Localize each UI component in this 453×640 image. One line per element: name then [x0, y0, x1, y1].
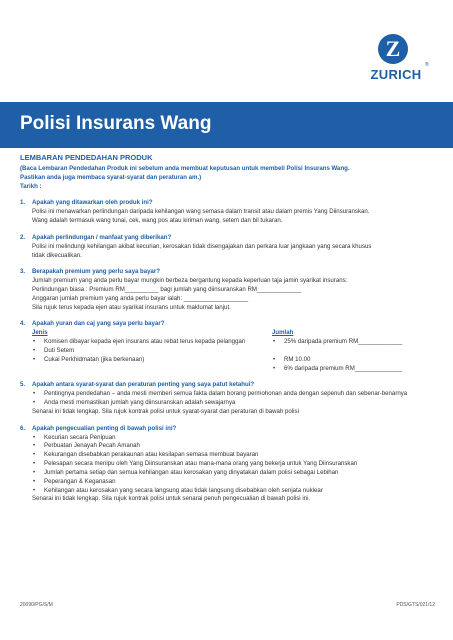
section-text: Polisi ini melindungi kehilangan akibat kecurian, kerosakan tidak disengajakan dan perkara luar jangkaan yang secara khusus	[32, 242, 372, 250]
intro-line-1: (Baca Lembaran Pendedahan Produk ini sebelum anda membuat keputusan untuk membeli Polisi Insurans Wang.	[20, 164, 350, 172]
exclusion-item: • Kehilangan atau kerosakan yang secara langsung atau tidak langsung disebabkan oleh senjata nuklear	[32, 487, 435, 496]
section-text: Wang adalah termasuk wang tunai, cek, wang pos atau kiriman wang, setem dan bil tukaran.	[32, 217, 283, 225]
exclusion-item: • Kekurangan disebabkan perakaunan atau kesilapan semasa membuat bayaran	[32, 451, 435, 460]
section-6	[20, 425, 435, 504]
section-number: 2.	[20, 233, 26, 241]
document-body	[20, 153, 435, 504]
premium-line: Perlindungan biasa : Premium RM__________ bagi jumlah yang diinsuranskan RM_____________	[32, 285, 301, 293]
section-note: Senarai ini tidak lengkap. Sila rujuk kontrak polisi untuk senarai penuh pengecualian di bawah polisi ini.	[32, 495, 311, 503]
exclusion-item: • Kecurian secara Penipuan	[32, 434, 435, 443]
section-heading	[20, 320, 435, 329]
amount-column-header: Jumlah	[272, 329, 294, 337]
fee-item: • Komisen dibayar kepada ejen insurans atau rebat terus kepada pelanggan	[32, 338, 272, 347]
section-title: Apakah yang ditawarkan oleh produk ini?	[32, 199, 153, 207]
section-title: Apakah pengecualian penting di bawah polisi ini?	[32, 424, 177, 432]
type-column-header: Jenis	[32, 329, 48, 337]
section-number: 1.	[20, 199, 26, 207]
section-heading	[20, 381, 435, 390]
date-label: Tarikh :	[20, 182, 42, 190]
section-1	[20, 199, 435, 225]
section-number: 4.	[20, 320, 26, 328]
footer-code-left: 20090/PG/S/M	[20, 602, 53, 608]
page-title: Polisi Insurans Wang	[20, 113, 212, 134]
section-title: Berapakah premium yang perlu saya bayar?	[32, 268, 161, 276]
intro-line-2: Pastikan anda juga membaca syarat-syarat dan peraturan am.)	[20, 173, 202, 181]
section-text: Polisi ini menawarkan perlindungan daripada kehilangan wang semasa dalam transit atau dalam premis Yang Diinsuranskan.	[32, 208, 370, 216]
footer-code-right: PDS/GTS/021/12	[396, 602, 435, 608]
condition-item: • Pentingnya pendedahan – anda mesti memberi semua fakta dalam borang permohonan anda dengan sepenuh dan sebenar-benarnya	[32, 390, 435, 399]
section-title: Apakah antara syarat-syarat dan peraturan penting yang saya patut ketahui?	[32, 381, 255, 389]
fee-amount: • 25% daripada premium RM_____________	[272, 338, 435, 347]
section-2	[20, 234, 435, 260]
section-number: 5.	[20, 381, 26, 389]
section-4	[20, 320, 435, 373]
zurich-logo-letter: Z	[385, 36, 401, 61]
section-note: Senarai ini tidak lengkap. Sila rujuk kontrak polisi untuk syarat-syarat dan peraturan di bawah polisi	[32, 407, 299, 415]
document-heading: LEMBARAN PENDEDAHAN PRODUK	[20, 153, 153, 162]
fee-item: • Cukai Perkhidmatan (jika berkenaan)	[32, 356, 272, 365]
fee-amount: • 6% daripada premium RM______________	[272, 365, 435, 374]
title-band	[0, 102, 453, 148]
section-text: Jumlah premium yang anda perlu bayar mungkin berbeza bergantung kepada keperluan taja jamin syarikat insurans:	[32, 277, 348, 285]
page-footer	[20, 602, 435, 608]
exclusion-item: • Pelesapan secara menipu oleh Yang Diinsuranskan atau mana-mana orang yang bekerja untuk Yang Diinsuranskan	[32, 460, 435, 469]
exclusion-item: • Jumlah pertama setiap dan semua kehilangan atau kerosakan yang dinyatakan dalam polisi sebagai Lebihan	[32, 469, 435, 478]
section-heading	[20, 199, 435, 208]
fee-amount: • RM 10.00	[272, 356, 435, 365]
fees-table	[20, 329, 435, 373]
section-title: Apakah perlindungan / manfaat yang diberikan?	[32, 233, 172, 241]
section-heading	[20, 425, 435, 434]
section-number: 3.	[20, 268, 26, 276]
zurich-logo-text: ZURICH	[370, 67, 422, 82]
section-title: Apakah yuran dan caj yang saya perlu bayar?	[32, 320, 165, 328]
condition-item: • Anda mesti memastikan jumlah yang diinsuranskan adalah sewajarnya	[32, 399, 435, 408]
fee-item: • Duti Setem	[32, 347, 272, 356]
estimated-premium-line: Anggaran jumlah premium yang anda perlu bayar ialah: ___________________	[32, 294, 249, 302]
exclusion-item: • Perbuatan Jenayah Pecah Amanah	[32, 442, 435, 451]
registered-mark: ®	[425, 62, 429, 68]
section-3	[20, 268, 435, 312]
section-heading	[20, 234, 435, 243]
section-text: tidak dikecualikan.	[32, 251, 82, 259]
exclusion-item: • Peperangan & Keganasan	[32, 478, 435, 487]
section-5	[20, 381, 435, 416]
section-text: Sila rujuk terus kepada ejen atau syarikat insurans untuk maklumat lanjut.	[32, 303, 231, 311]
section-heading	[20, 268, 435, 277]
section-number: 6.	[20, 424, 26, 432]
